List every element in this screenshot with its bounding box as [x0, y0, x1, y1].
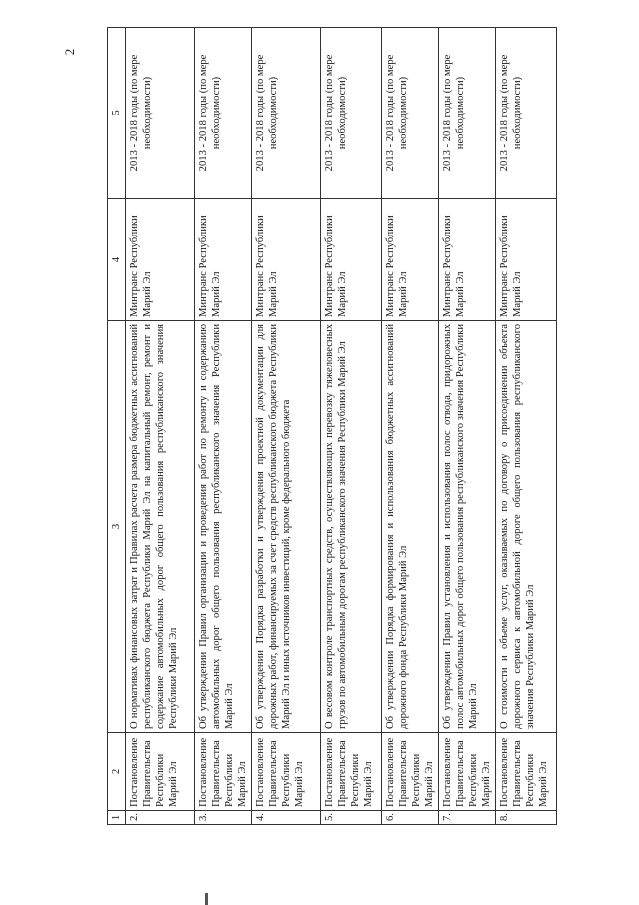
responsible-executor: Минтранс Республики Марий Эл [496, 199, 557, 321]
execution-term: 2013 - 2018 годы (по мере необходимости) [382, 28, 439, 199]
table-row [439, 28, 496, 825]
column-number: 4 [108, 199, 126, 321]
column-number: 5 [108, 28, 126, 199]
responsible-executor: Минтранс Республики Марий Эл [321, 199, 382, 321]
scan-mark [205, 893, 208, 905]
column-number: 2 [108, 733, 126, 811]
document-title: О весовом контроле транспортных средств, осуществляющих перевозку тяжеловесных грузов по автомобильным дорогам республиканского значения Республики Марий Эл [321, 321, 382, 733]
row-number: 4. [252, 811, 321, 825]
document-type: Постановление Правительства Республики Марий Эл [195, 733, 252, 811]
document-title: Об утверждении Правил организации и проведения работ по ремонту и содержанию автомобильных дорог общего пользования республиканского значения Республики Марий Эл [195, 321, 252, 733]
table-row [195, 28, 252, 825]
execution-term: 2013 - 2018 годы (по мере необходимости) [321, 28, 382, 199]
document-type: Постановление Правительства Республики Марий Эл [126, 733, 195, 811]
row-number: 6. [382, 811, 439, 825]
responsible-executor: Минтранс Республики Марий Эл [252, 199, 321, 321]
document-type: Постановление Правительства Республики Марий Эл [496, 733, 557, 811]
row-number: 3. [195, 811, 252, 825]
document-type: Постановление Правительства Республики Марий Эл [439, 733, 496, 811]
execution-term: 2013 - 2018 годы (по мере необходимости) [496, 28, 557, 199]
document-title: Об утверждении Правил установления и использования полос отвода, придорожных полос автомобильных дорог общего пользования республиканского значения Республики Марий Эл [439, 321, 496, 733]
responsible-executor: Минтранс Республики Марий Эл [126, 199, 195, 321]
document-type: Постановление Правительства Республики Марий Эл [382, 733, 439, 811]
responsible-executor: Минтранс Республики Марий Эл [382, 199, 439, 321]
document-title: Об утверждении Порядка формирования и использования бюджетных ассигнований дорожного фонда Республики Марий Эл [382, 321, 439, 733]
table-row [321, 28, 382, 825]
responsible-executor: Минтранс Республики Марий Эл [439, 199, 496, 321]
table-row [382, 28, 439, 825]
responsible-executor: Минтранс Республики Марий Эл [195, 199, 252, 321]
execution-term: 2013 - 2018 годы (по мере необходимости) [126, 28, 195, 199]
row-number: 5. [321, 811, 382, 825]
page-number: 2 [62, 48, 77, 56]
execution-term: 2013 - 2018 годы (по мере необходимости) [195, 28, 252, 199]
column-number: 1 [108, 811, 126, 825]
execution-term: 2013 - 2018 годы (по мере необходимости) [439, 28, 496, 199]
execution-term: 2013 - 2018 годы (по мере необходимости) [252, 28, 321, 199]
column-number-row [108, 28, 126, 825]
table-row [126, 28, 195, 825]
document-title: О стоимости и объеме услуг, оказываемых по договору о присоединении объекта дорожного сервиса к автомобильной дороге общего пользования республиканского значения Республики Марий Эл [496, 321, 557, 733]
document-table [107, 27, 557, 825]
table-row [496, 28, 557, 825]
table-row [252, 28, 321, 825]
row-number: 7. [439, 811, 496, 825]
column-number: 3 [108, 321, 126, 733]
document-title: О нормативах финансовых затрат и Правилах расчета размера бюджетных ассигнований республиканского бюджета Республики Марий Эл на капитальный ремонт, ремонт и содержание автомобильных дорог общего пользования республиканского значения Республики Марий Эл [126, 321, 195, 733]
document-type: Постановление Правительства Республики Марий Эл [252, 733, 321, 811]
document-type: Постановление Правительства Республики Марий Эл [321, 733, 382, 811]
row-number: 8. [496, 811, 557, 825]
row-number: 2. [126, 811, 195, 825]
document-title: Об утверждении Порядка разработки и утверждения проектной документации для дорожных работ, финансируемых за счет средств республиканского бюджета Республики Марий Эл и иных источников инвестиций, кроме федерального бюджета [252, 321, 321, 733]
